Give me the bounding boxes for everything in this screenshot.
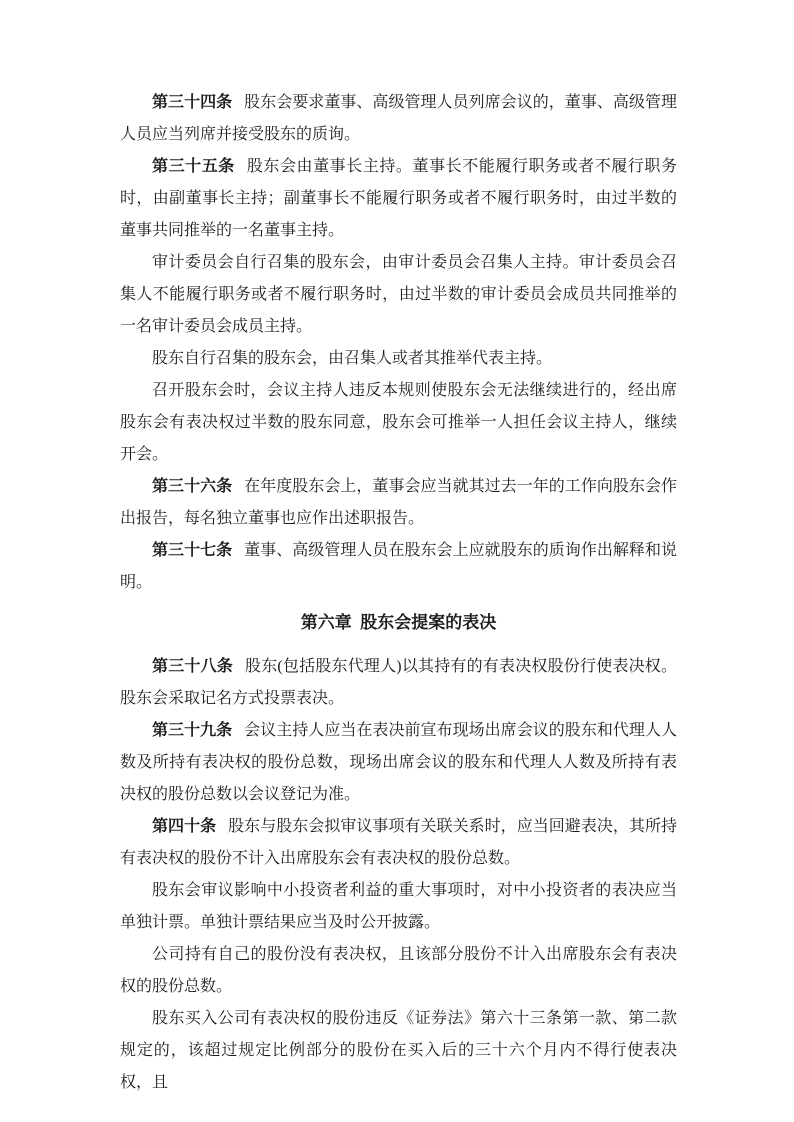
article-38-paragraph — [120, 651, 677, 715]
paragraph-text: 股东自行召集的股东会，由召集人或者其推举代表主持。 — [152, 350, 553, 367]
article-40-paragraph — [120, 811, 677, 875]
article-37-number: 第三十七条 — [152, 542, 233, 559]
chapter-6-title: 股东会提案的表决 — [360, 613, 497, 632]
article-40-subparagraph-minority-investors — [120, 875, 677, 939]
paragraph-text: 股东会审议影响中小投资者利益的重大事项时，对中小投资者的表决应当单独计票。单独计票结果应当及时公开披露。 — [120, 882, 677, 931]
article-39-number: 第三十九条 — [152, 722, 233, 739]
paragraph-text: 召开股东会时，会议主持人违反本规则使股东会无法继续进行的，经出席股东会有表决权过半数的股东同意，股东会可推举一人担任会议主持人，继续开会。 — [120, 382, 677, 463]
article-39-paragraph — [120, 715, 677, 811]
article-35-number: 第三十五条 — [152, 158, 235, 175]
article-40-number: 第四十条 — [152, 818, 217, 835]
article-38-number: 第三十八条 — [152, 658, 233, 675]
chapter-6-heading — [120, 606, 677, 640]
article-40-text: 股东与股东会拟审议事项有关联关系时，应当回避表决，其所持有表决权的股份不计入出席股东会有表决权的股份总数。 — [120, 818, 677, 867]
article-37-text: 董事、高级管理人员在股东会上应就股东的质询作出解释和说明。 — [120, 542, 677, 591]
paragraph-text: 股东买入公司有表决权的股份违反《证券法》第六十三条第一款、第二款规定的，该超过规定比例部分的股份在买入后的三十六个月内不得行使表决权，且 — [120, 1010, 677, 1091]
article-40-subparagraph-own-shares — [120, 939, 677, 1003]
article-37-paragraph — [120, 535, 677, 599]
article-38-text: 股东(包括股东代理人)以其持有的有表决权股份行使表决权。股东会采取记名方式投票表决。 — [120, 658, 677, 707]
paragraph-text: 审计委员会自行召集的股东会，由审计委员会召集人主持。审计委员会召集人不能履行职务或者不履行职务时，由过半数的审计委员会成员共同推举的一名审计委员会成员主持。 — [120, 254, 677, 335]
article-34-paragraph — [120, 87, 677, 151]
article-40-subparagraph-securities-law — [120, 1003, 677, 1099]
article-34-text: 股东会要求董事、高级管理人员列席会议的，董事、高级管理人员应当列席并接受股东的质询。 — [120, 94, 677, 143]
article-34-number: 第三十四条 — [152, 94, 233, 111]
document-body-text — [120, 87, 677, 1099]
article-39-text: 会议主持人应当在表决前宣布现场出席会议的股东和代理人人数及所持有表决权的股份总数，现场出席会议的股东和代理人人数及所持有表决权的股份总数以会议登记为准。 — [120, 722, 677, 803]
article-35-subparagraph-self-convened — [120, 343, 677, 375]
article-35-subparagraph-audit-committee — [120, 247, 677, 343]
article-35-paragraph — [120, 151, 677, 247]
article-35-subparagraph-presider-violation — [120, 375, 677, 471]
article-36-number: 第三十六条 — [152, 478, 233, 495]
article-35-text: 股东会由董事长主持。董事长不能履行职务或者不履行职务时，由副董事长主持；副董事长不能履行职务或者不履行职务时，由过半数的董事共同推举的一名董事主持。 — [120, 158, 677, 239]
paragraph-text: 公司持有自己的股份没有表决权，且该部分股份不计入出席股东会有表决权的股份总数。 — [120, 946, 677, 995]
article-36-paragraph — [120, 471, 677, 535]
chapter-6-number: 第六章 — [300, 613, 352, 632]
article-36-text: 在年度股东会上，董事会应当就其过去一年的工作向股东会作出报告，每名独立董事也应作出述职报告。 — [120, 478, 677, 527]
